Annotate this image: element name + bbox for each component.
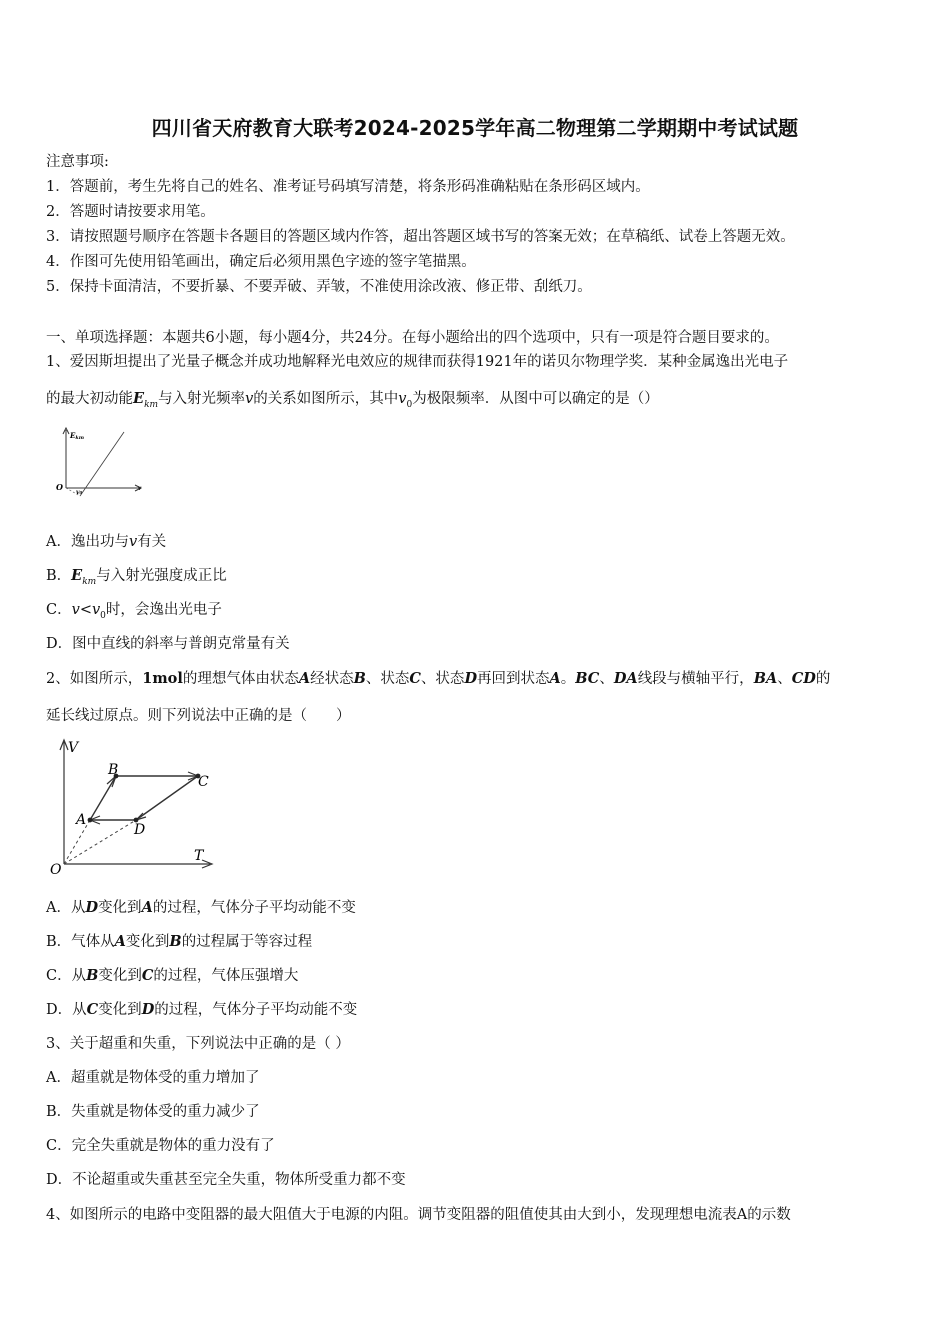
page-title: 四川省天府教育大联考2024-2025学年高二物理第二学期期中考试试题: [151, 116, 799, 140]
q2-cd-extension: [64, 820, 136, 864]
q2-origin-label: O: [50, 862, 62, 876]
notice-heading: 注意事项:: [46, 154, 109, 170]
q2-label-b: B: [108, 762, 119, 778]
q2-option-b: B．气体从A变化到B的过程属于等容过程: [46, 933, 313, 950]
q2-x-label: T: [194, 848, 204, 864]
q3-option-d: D．不论超重或失重甚至完全失重，物体所受重力都不变: [46, 1172, 406, 1188]
q2-label-c: C: [198, 774, 209, 790]
q2-option-c: C．从B变化到C的过程，气体压强增大: [46, 967, 299, 984]
q1-y-label: Ekm: [70, 431, 85, 441]
q2-option-a: A．从D变化到A的过程，气体分子平均动能不变: [46, 899, 356, 916]
q3-option-b: B．失重就是物体受的重力减少了: [46, 1104, 260, 1120]
notice-item-1: 1．答题前，考生先将自己的姓名、准考证号码填写清楚，将条形码准确粘贴在条形码区域内。: [46, 179, 650, 195]
q2-segment-cd: [136, 776, 198, 820]
q2-option-d: D．从C变化到D的过程，气体分子平均动能不变: [46, 1001, 358, 1018]
q1-option-d: D．图中直线的斜率与普朗克常量有关: [46, 636, 290, 652]
q1-option-c: C．$v<v_0$时，会逸出光电子: [46, 602, 222, 621]
q1-x-label: v: [138, 485, 142, 492]
q1-stem-line1: 1、爱因斯坦提出了光量子概念并成功地解释光电效应的规律而获得1921年的诺贝尔物理学奖．某种金属逸出光电子: [46, 354, 789, 370]
q2-label-d: D: [134, 822, 146, 838]
notice-item-5: 5．保持卡面清洁，不要折暴、不要弄破、弄皱，不准使用涂改液、修正带、刮纸刀。: [46, 279, 592, 295]
q2-y-label: V: [68, 740, 79, 756]
q2-segment-ab: [90, 776, 116, 820]
section-heading: 一、单项选择题：本题共6小题，每小题4分，共24分。在每小题给出的四个选项中，只有一项是符合题目要求的。: [46, 330, 779, 346]
q2-label-a: A: [76, 812, 87, 828]
notice-item-2: 2．答题时请按要求用笔。: [46, 204, 215, 220]
q3-option-a: A．超重就是物体受的重力增加了: [46, 1070, 260, 1086]
q1-graph: [50, 422, 150, 502]
q1-option-a: A．逸出功与v有关: [46, 534, 167, 550]
q3-stem: 3、关于超重和失重，下列说法中正确的是（ ）: [46, 1036, 350, 1052]
q2-graph: [46, 736, 221, 876]
q2-stem-line1: 2、如图所示，1mol的理想气体由状态A经状态B、状态C、状态D再回到状态A。BC、DA线段与横轴平行，BA、CD的: [46, 670, 831, 687]
q1-ekm-line: [80, 432, 124, 496]
q1-v0-label: v₀: [76, 489, 83, 496]
q1-origin-label: O: [56, 482, 63, 492]
q1-option-b: B．$E_{km}$与入射光强度成正比: [46, 567, 227, 587]
q2-point-a: [88, 818, 93, 823]
q2-stem-line2: 延长线过原点。则下列说法中正确的是（ ）: [46, 708, 351, 724]
notice-item-3: 3．请按照题号顺序在答题卡各题目的答题区域内作答，超出答题区域书写的答案无效；在草稿纸、试卷上答题无效。: [46, 229, 795, 245]
notice-item-4: 4．作图可先使用铅笔画出，确定后必须用黑色字迹的签字笔描黑。: [46, 254, 476, 270]
q1-stem-line2: 的最大初动能$E_{km}$与入射光频率v的关系如图所示，其中$v_0$为极限频率．从图中可以确定的是（）: [46, 390, 659, 410]
q3-option-c: C．完全失重就是物体的重力没有了: [46, 1138, 275, 1154]
q4-stem: 4、如图所示的电路中变阻器的最大阻值大于电源的内阻。调节变阻器的阻值使其由大到小，发现理想电流表A的示数: [46, 1207, 791, 1223]
